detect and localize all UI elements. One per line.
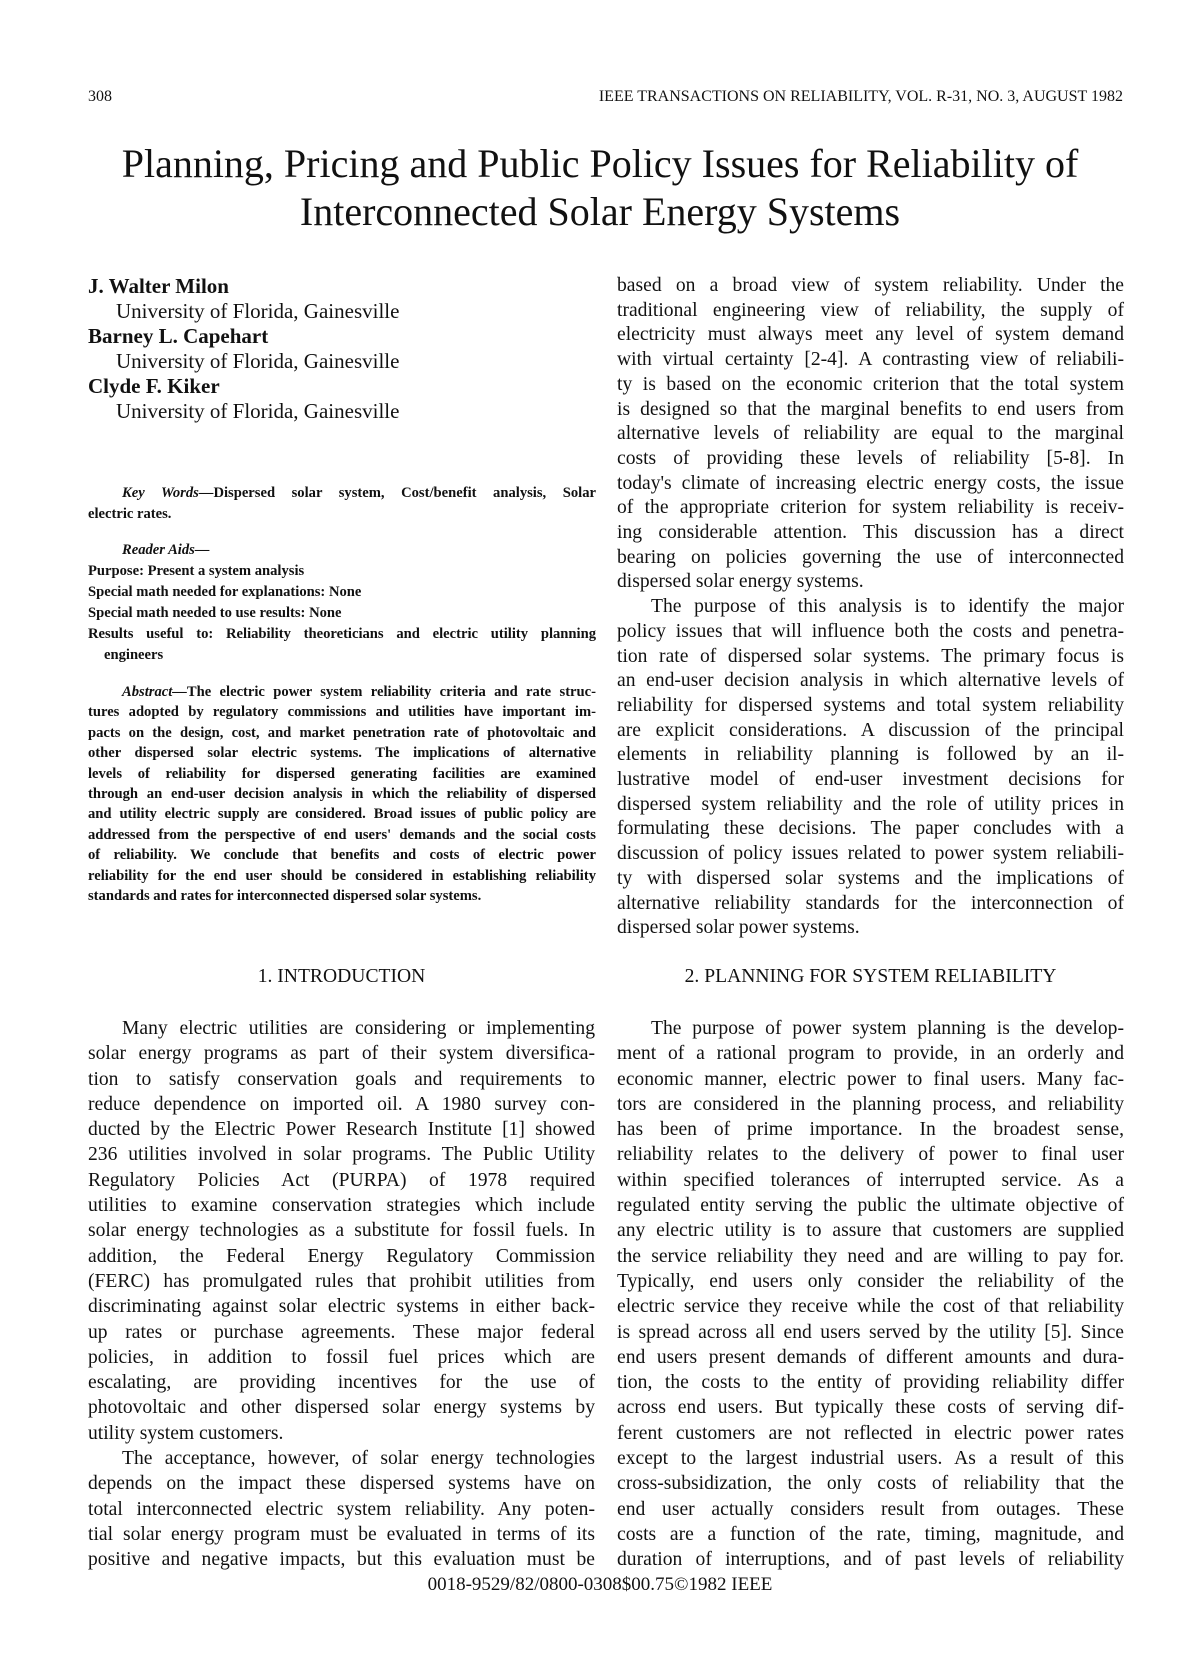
text-line: solar energy programs as part of their system diversifica- — [88, 1043, 595, 1065]
text-line: discriminating against solar electric systems in either back- — [88, 1296, 595, 1318]
text-line: ment of a rational program to provide, in an orderly and — [617, 1043, 1124, 1065]
keywords-text: Dispersed solar system, Cost/benefit analysis, Solar — [213, 485, 596, 501]
text-line: addition, the Federal Energy Regulatory Commission — [88, 1245, 595, 1267]
text-line: lustrative model of end-user investment decisions for — [617, 769, 1124, 791]
text-line: Many electric utilities are considering or implementing — [122, 1018, 595, 1039]
author-affiliation: University of Florida, Gainesville — [116, 349, 400, 373]
text-line: Typically, end users only consider the reliability of the — [617, 1270, 1124, 1292]
keywords — [88, 483, 596, 525]
reader-aids — [88, 540, 596, 666]
text-line: up rates or purchase agreements. These major federal — [88, 1321, 595, 1343]
page-number: 308 — [88, 88, 112, 105]
text-line: except to the largest industrial users. As a result of this — [617, 1448, 1124, 1470]
text-line: utility system customers. — [88, 1422, 284, 1444]
text-line: end user actually considers result from outages. These — [617, 1498, 1124, 1520]
running-head: IEEE TRANSACTIONS ON RELIABILITY, VOL. R-31, NO. 3, AUGUST 1982 — [598, 88, 1123, 105]
text-line: tion, the costs to the entity of providing reliability differ — [617, 1372, 1124, 1394]
text-line: tion to satisfy conservation goals and requirements to — [88, 1068, 595, 1090]
text-line: ferent customers are not reflected in electric power rates — [617, 1422, 1124, 1444]
text-line: an end-user decision analysis in which alternative levels of — [617, 670, 1124, 692]
author-affiliation: University of Florida, Gainesville — [116, 399, 400, 423]
text-line: today's climate of increasing electric energy costs, the issue — [617, 472, 1124, 494]
text-line: any electric utility is to assure that customers are supplied — [617, 1220, 1124, 1242]
text-line: of the appropriate criterion for system reliability is receiv- — [617, 497, 1124, 519]
text-line: depends on the impact these dispersed systems have on — [88, 1473, 595, 1495]
body-text-right-top — [617, 274, 1124, 941]
text-line: within specified tolerances of interrupted service. As a — [617, 1169, 1124, 1191]
text-line: The purpose of power system planning is the develop- — [651, 1018, 1124, 1039]
text-line: with virtual certainty [2-4]. A contrasting view of reliabili- — [617, 349, 1124, 371]
text-line: formulating these decisions. The paper concludes with a — [617, 818, 1124, 840]
reader-aid-item: Results useful to: Reliability theoreticians and electric utility planning — [88, 626, 596, 642]
text-line: positive and negative impacts, but this evaluation must be — [88, 1549, 595, 1571]
section-planning-body — [617, 1016, 1124, 1573]
section-heading-introduction: 1. INTRODUCTION — [257, 966, 426, 987]
abstract-line: tures adopted by regulatory commissions and utilities have important im- — [88, 704, 596, 721]
text-line: traditional engineering view of reliability, the supply of — [617, 299, 1124, 321]
text-line: alternative levels of reliability are equal to the marginal — [617, 423, 1124, 445]
abstract-line: pacts on the design, cost, and market penetration rate of photovoltaic and — [88, 724, 596, 741]
author-name: Clyde F. Kiker — [88, 374, 220, 398]
abstract-label: Abstract— — [122, 684, 187, 700]
paper-title — [0, 140, 1200, 236]
text-line: photovoltaic and other dispersed solar energy systems by — [88, 1397, 595, 1419]
text-line: costs are a function of the rate, timing, magnitude, and — [617, 1523, 1124, 1545]
text-line: economic manner, electric power to final users. Many fac- — [617, 1068, 1124, 1090]
keywords-label: Key Words— — [122, 485, 214, 501]
text-line: alternative reliability standards for the interconnection of — [617, 892, 1124, 914]
abstract-line: and utility electric supply are considered. Broad issues of public policy are — [88, 806, 596, 823]
section-heading-planning: 2. PLANNING FOR SYSTEM RELIABILITY — [684, 966, 1057, 987]
abstract — [88, 682, 596, 906]
text-line: dispersed solar power systems. — [617, 917, 860, 939]
text-line: ty with dispersed solar systems and the implications of — [617, 867, 1124, 889]
text-line: ducted by the Electric Power Research Institute [1] showed — [88, 1119, 595, 1141]
abstract-line: reliability for the end user should be considered in establishing reliability — [88, 867, 596, 884]
text-line: reliability relates to the delivery of power to final user — [617, 1144, 1124, 1166]
text-line: The purpose of this analysis is to identify the major — [651, 596, 1124, 618]
reader-aids-label: Reader Aids— — [122, 542, 210, 558]
author-affiliation: University of Florida, Gainesville — [116, 299, 400, 323]
text-line: escalating, are providing incentives for the use of — [88, 1372, 595, 1394]
text-line: The acceptance, however, of solar energy technologies — [122, 1448, 595, 1470]
reader-aid-item: engineers — [104, 647, 164, 663]
text-line: Regulatory Policies Act (PURPA) of 1978 required — [88, 1169, 595, 1191]
text-line: tion rate of dispersed solar systems. The primary focus is — [617, 645, 1124, 667]
text-line: are explicit considerations. A discussion of the principal — [617, 719, 1124, 741]
text-line: dispersed system reliability and the role of utility prices in — [617, 793, 1124, 815]
author-name: Barney L. Capehart — [88, 324, 269, 348]
text-line: solar energy technologies as a substitute for fossil fuels. In — [88, 1220, 595, 1242]
text-line: tors are considered in the planning process, and reliability — [617, 1093, 1124, 1115]
text-line: reliability for dispersed systems and total system reliability — [617, 694, 1124, 716]
text-line: dispersed solar energy systems. — [617, 571, 864, 593]
text-line: is spread across all end users served by the utility [5]. Since — [617, 1321, 1124, 1343]
text-line: is designed so that the marginal benefits to end users from — [617, 398, 1124, 420]
abstract-line: standards and rates for interconnected dispersed solar systems. — [88, 888, 482, 905]
reader-aid-item: Special math needed for explanations: None — [88, 584, 362, 600]
text-line: tial solar energy program must be evaluated in terms of its — [88, 1523, 595, 1545]
text-line: duration of interruptions, and of past levels of reliability — [617, 1549, 1124, 1571]
text-line: utilities to examine conservation strategies which include — [88, 1195, 595, 1217]
title-line: Planning, Pricing and Public Policy Issues for Reliability of — [121, 141, 1079, 186]
reader-aid-item: Purpose: Present a system analysis — [88, 563, 305, 579]
text-line: bearing on policies governing the use of interconnected — [617, 546, 1124, 568]
abstract-text: The electric power system reliability criteria and rate struc- — [186, 684, 596, 700]
text-line: discussion of policy issues related to power system reliabili- — [617, 843, 1124, 865]
text-line: reduce dependence on imported oil. A 1980 survey con- — [88, 1093, 595, 1115]
text-line: ing considerable attention. This discussion has a direct — [617, 522, 1124, 544]
section-introduction-body — [88, 1016, 595, 1573]
abstract-line: levels of reliability for dispersed generating facilities are examined — [88, 765, 596, 782]
text-line: policies, in addition to fossil fuel prices which are — [88, 1346, 595, 1368]
text-line: electric service they receive while the cost of that reliability — [617, 1296, 1124, 1318]
abstract-line: other dispersed solar electric systems. The implications of alternative — [88, 745, 596, 762]
reader-aid-item: Special math needed to use results: None — [88, 605, 342, 621]
text-line: regulated entity serving the public the ultimate objective of — [617, 1195, 1124, 1217]
author-name: J. Walter Milon — [88, 274, 229, 298]
text-line: based on a broad view of system reliability. Under the — [617, 275, 1124, 296]
text-line: elements in reliability planning is followed by an il- — [617, 744, 1124, 766]
text-line: across end users. But typically these costs of serving dif- — [617, 1397, 1124, 1419]
keywords-text: electric rates. — [88, 506, 172, 522]
text-line: (FERC) has promulgated rules that prohibit utilities from — [88, 1270, 595, 1292]
text-line: policy issues that will influence both the costs and penetra- — [617, 620, 1124, 642]
text-line: total interconnected electric system reliability. Any poten- — [88, 1498, 595, 1520]
abstract-line: of reliability. We conclude that benefits and costs of electric power — [88, 847, 596, 864]
text-line: costs of providing these levels of reliability [5-8]. In — [617, 447, 1124, 469]
title-line: Interconnected Solar Energy Systems — [299, 189, 901, 234]
author-list — [88, 274, 399, 424]
abstract-line — [88, 682, 596, 702]
text-line: cross-subsidization, the only costs of reliability that the — [617, 1473, 1124, 1495]
text-line: the service reliability they need and are willing to pay for. — [617, 1245, 1124, 1267]
text-line: 236 utilities involved in solar programs. The Public Utility — [88, 1144, 595, 1166]
abstract-line: through an end-user decision analysis in which the reliability of dispersed — [88, 786, 596, 803]
text-line: has been of prime importance. In the broadest sense, — [617, 1119, 1124, 1141]
copyright-footer: 0018-9529/82/0800-0308$00.75©1982 IEEE — [427, 1574, 773, 1595]
text-line: ty is based on the economic criterion that the total system — [617, 373, 1124, 395]
text-line: end users present demands of different amounts and dura- — [617, 1346, 1124, 1368]
abstract-line: addressed from the perspective of end users' demands and the social costs — [88, 826, 596, 843]
text-line: electricity must always meet any level of system demand — [617, 324, 1124, 346]
